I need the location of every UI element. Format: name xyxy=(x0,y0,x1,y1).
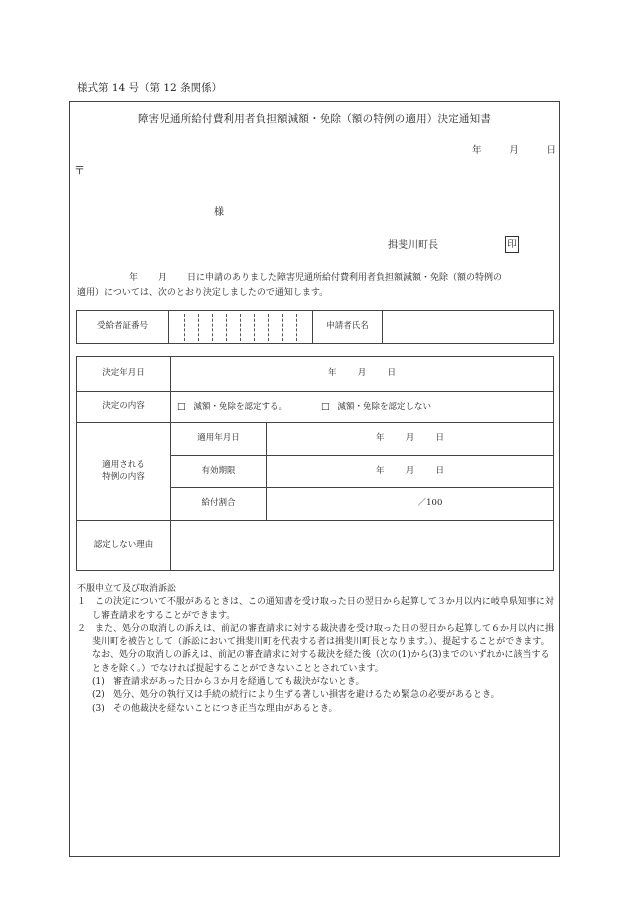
validity-year: 年 xyxy=(376,465,385,476)
appeal-sub-item xyxy=(77,689,555,702)
digit-box xyxy=(297,314,310,341)
notice-date xyxy=(472,145,556,158)
option-approve[interactable] xyxy=(177,401,287,413)
decision-year: 年 xyxy=(328,368,337,379)
apply-year: 年 xyxy=(376,433,385,444)
certificate-number-label: 受給者証番号 xyxy=(77,311,169,344)
intro-line2: 適用）については、次のとおり決定しましたので通知します。 xyxy=(77,288,329,298)
sub-item-number: (1) xyxy=(92,677,105,688)
seal-mark: 印 xyxy=(505,236,519,253)
appeal-heading: 不服申立て及び取消訴訟 xyxy=(77,584,177,594)
digit-box xyxy=(255,314,269,341)
validity-day: 日 xyxy=(435,465,444,476)
certificate-number-field[interactable] xyxy=(169,311,313,344)
digit-box xyxy=(213,314,227,341)
decision-content-label: 決定の内容 xyxy=(77,392,171,423)
digit-box xyxy=(199,314,213,341)
option-deny[interactable] xyxy=(321,401,431,413)
sub-item-number: (3) xyxy=(92,703,105,714)
digit-box xyxy=(227,314,241,341)
appeal-section xyxy=(77,583,555,716)
digit-box xyxy=(241,314,255,341)
intro-year: 年 xyxy=(129,273,139,283)
issuer-name: 揖斐川町長 xyxy=(388,240,438,251)
digit-box xyxy=(269,314,283,341)
sub-item-text: その他裁決を経ないことにつき正当な理由があるとき。 xyxy=(113,703,338,714)
decision-content-field xyxy=(171,392,554,423)
benefit-ratio-value: ／100 xyxy=(417,498,443,509)
intro-line1: 日に申請のありました障害児通所給付費利用者負担額減額・免除（額の特例の xyxy=(187,273,503,283)
validity-field[interactable] xyxy=(267,456,554,488)
decision-date-label: 決定年月日 xyxy=(77,357,171,392)
digit-box xyxy=(185,314,199,341)
decision-day: 日 xyxy=(387,368,396,379)
notice-date-day: 日 xyxy=(546,145,556,156)
special-label-line2: 特例の内容 xyxy=(102,471,145,482)
appeal-sub-item xyxy=(77,676,555,689)
recipient-table xyxy=(76,310,554,344)
apply-date-field[interactable] xyxy=(267,423,554,456)
option-deny-label: 減額・免除を認定しない xyxy=(337,401,432,412)
document-title: 障害児通所給付費利用者負担額減額・免除（額の特例の適用）決定通知書 xyxy=(137,113,492,125)
decision-table xyxy=(76,356,554,571)
notice-date-year: 年 xyxy=(472,145,482,156)
digit-box xyxy=(171,314,185,341)
sub-item-text: 審査請求があった日から３か月を経過しても裁決がないとき。 xyxy=(113,677,365,688)
option-approve-label: 減額・免除を認定する。 xyxy=(193,401,288,412)
certificate-digit-boxes xyxy=(171,314,310,341)
appeal-sub-item xyxy=(77,703,555,716)
apply-month: 月 xyxy=(405,433,415,444)
reason-field[interactable] xyxy=(171,521,554,571)
checkbox-approve[interactable]: □ xyxy=(177,401,186,412)
decision-month: 月 xyxy=(357,368,367,379)
notice-date-month: 月 xyxy=(509,145,519,156)
apply-date-label: 適用年月日 xyxy=(171,423,267,456)
special-content-label xyxy=(77,423,171,521)
validity-label: 有効期限 xyxy=(171,456,267,488)
decision-date-field[interactable] xyxy=(171,357,554,392)
form-number: 様式第 14 号（第 12 条関係） xyxy=(77,82,223,94)
appeal-item-1: １ この決定について不服があるときは、この通知書を受け取った日の翌日から起算して３か月以内に岐阜県知事に対し審査請求をすることができます。 xyxy=(77,597,554,621)
sub-item-text: 処分、処分の執行又は手続の続行により生ずる著しい損害を避けるため緊急の必要があるとき。 xyxy=(113,690,500,701)
special-label-line1: 適用される xyxy=(102,460,145,471)
postal-mark: 〒 xyxy=(74,164,85,177)
digit-box xyxy=(283,314,297,341)
benefit-ratio-field[interactable] xyxy=(267,488,554,521)
benefit-ratio-label: 給付割合 xyxy=(171,488,267,521)
checkbox-deny[interactable]: □ xyxy=(321,401,330,412)
reason-label: 認定しない理由 xyxy=(77,521,171,571)
intro-month: 月 xyxy=(158,273,168,283)
sub-item-number: (2) xyxy=(92,690,105,701)
addressee-suffix: 様 xyxy=(214,207,224,218)
apply-day: 日 xyxy=(435,433,444,444)
validity-month: 月 xyxy=(405,465,415,476)
intro-paragraph xyxy=(77,271,555,301)
applicant-name-field[interactable] xyxy=(383,311,554,344)
applicant-name-label: 申請者氏名 xyxy=(313,311,383,344)
appeal-item-2: ２ また、処分の取消しの訴えは、前記の審査請求に対する裁決書を受け取った日の翌日から起算して６か月以内に揖斐川町を被告として（訴訟において揖斐川町を代表する者は揖斐川町長となります。）、提起することができます。なお、処分の取消しの訴えは、前記の審査請求に対する裁決を経た後（次の(1)から(3)までのいずれかに該当するときを除く。）でなければ提起することができないこととされています。 xyxy=(77,623,555,674)
